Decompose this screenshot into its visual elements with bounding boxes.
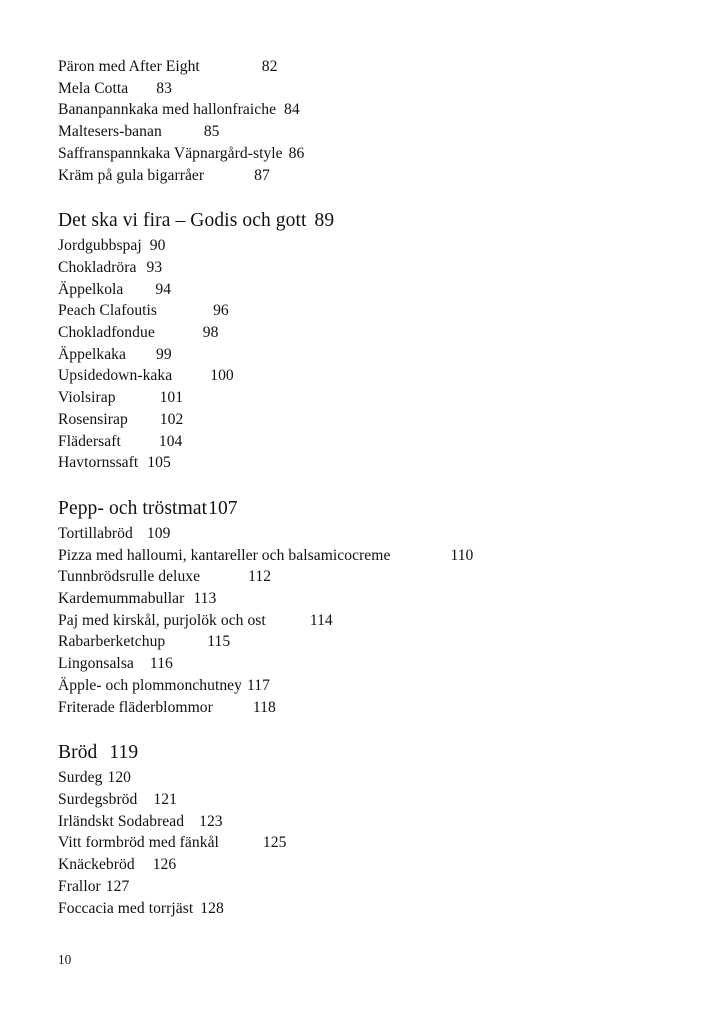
- toc-page-number: 102: [159, 410, 184, 428]
- toc-entry[interactable]: [58, 99, 681, 121]
- toc-entry[interactable]: [58, 279, 681, 301]
- toc-entry-title: Havtornssaft: [58, 454, 139, 472]
- toc-page-number: 125: [262, 834, 287, 852]
- toc-entry-title: Frallor: [58, 877, 101, 895]
- toc-entry-title: Lingonsalsa: [58, 655, 134, 673]
- toc-page-number: 86: [288, 144, 305, 162]
- toc-entry[interactable]: [58, 78, 681, 100]
- toc-page-number: 118: [252, 698, 276, 716]
- toc-entry-title: Peach Clafoutis: [58, 302, 158, 320]
- toc-section-heading[interactable]: [58, 208, 681, 234]
- toc-entry[interactable]: [58, 653, 681, 675]
- toc-entry-title: Mela Cotta: [58, 79, 129, 97]
- toc-entry-title: Tunnbrödsrulle deluxe: [58, 568, 201, 586]
- toc-page-number: 94: [155, 280, 172, 298]
- toc-entry-title: Äppelkola: [58, 280, 124, 298]
- toc-entry-title: Pizza med halloumi, kantareller och balsamicocreme: [58, 546, 391, 564]
- toc-page-number: 90: [149, 237, 166, 255]
- toc-page-number: 93: [146, 258, 163, 276]
- toc-entry[interactable]: [58, 545, 681, 567]
- toc-page-number: 101: [159, 389, 184, 407]
- toc-section: [58, 496, 681, 718]
- toc-entry[interactable]: [58, 56, 681, 78]
- toc-entry[interactable]: [58, 121, 681, 143]
- toc-entry[interactable]: [58, 387, 681, 409]
- toc-page-number: 113: [193, 590, 217, 608]
- toc-entry[interactable]: [58, 165, 681, 187]
- toc-entry-title: Friterade fläderblommor: [58, 698, 213, 716]
- toc-page-number: 109: [146, 524, 171, 542]
- toc-entry[interactable]: [58, 854, 681, 876]
- toc-page-number: 112: [248, 568, 272, 586]
- toc-entry-title: Upsidedown-kaka: [58, 367, 173, 385]
- toc-entry-title: Knäckebröd: [58, 856, 135, 874]
- toc-entry-title: Saffranspannkaka Väpnargård-style: [58, 144, 283, 162]
- toc-entry-title: Chokladröra: [58, 258, 137, 276]
- toc-entry[interactable]: [58, 832, 681, 854]
- toc-section-heading[interactable]: [58, 496, 681, 522]
- toc-entry[interactable]: [58, 675, 681, 697]
- toc-page-number: 121: [153, 790, 177, 808]
- toc-page-number: 87: [254, 166, 270, 184]
- toc-entry[interactable]: [58, 876, 681, 898]
- toc-entry[interactable]: [58, 610, 681, 632]
- toc-entry-title: Rabarberketchup: [58, 633, 166, 651]
- toc-page-number: 82: [261, 58, 278, 75]
- toc-entry-title: Rosensirap: [58, 410, 128, 428]
- toc-entry-title: Flädersaft: [58, 432, 121, 450]
- toc-entry[interactable]: [58, 523, 681, 545]
- toc-entry-title: Surdegsbröd: [58, 790, 138, 808]
- toc-entry[interactable]: [58, 143, 681, 165]
- toc-page-number: 99: [156, 345, 172, 363]
- toc-page-number: 120: [107, 769, 132, 787]
- toc-page-number: 116: [149, 655, 173, 673]
- toc-entry-title: Tortillabröd: [58, 524, 133, 542]
- toc-entry[interactable]: [58, 235, 681, 257]
- toc-section-title: Pepp- och tröstmat: [58, 497, 208, 519]
- toc-entry[interactable]: [58, 566, 681, 588]
- toc-page-number: 85: [203, 123, 220, 141]
- toc-page-number: 114: [309, 611, 333, 629]
- toc-entry[interactable]: [58, 365, 681, 387]
- toc-entry-title: Äpple- och plommonchutney: [58, 676, 243, 694]
- toc-entry[interactable]: [58, 257, 681, 279]
- toc-entry-title: Paj med kirskål, purjolök och ost: [58, 611, 266, 629]
- toc-page-number: 110: [450, 546, 474, 564]
- toc-entry-title: Vitt formbröd med fänkål: [58, 834, 219, 852]
- toc-entry-title: Kardemummabullar: [58, 590, 185, 608]
- toc-entry[interactable]: [58, 789, 681, 811]
- toc-section: [58, 208, 681, 474]
- toc-section-title: Bröd: [58, 742, 98, 764]
- toc-entry-title: Bananpannkaka med hallonfraiche: [58, 101, 277, 119]
- toc-entry[interactable]: [58, 588, 681, 610]
- toc-entry-title: Jordgubbspaj: [58, 237, 142, 255]
- toc-entry[interactable]: [58, 811, 681, 833]
- toc-entry[interactable]: [58, 322, 681, 344]
- toc-page-number: 84: [284, 101, 300, 119]
- toc-page-number: 115: [207, 633, 231, 651]
- toc-section-heading[interactable]: [58, 740, 681, 766]
- toc-page-number: 127: [105, 877, 130, 895]
- toc-page-number: 119: [109, 742, 139, 764]
- table-of-contents: [58, 56, 681, 919]
- toc-page-number: 123: [199, 812, 223, 830]
- toc-entry-title: Äppelkaka: [58, 345, 126, 363]
- toc-page-number: 128: [200, 899, 224, 917]
- toc-page-number: 98: [202, 324, 219, 342]
- toc-entry[interactable]: [58, 898, 681, 920]
- toc-entry-title: Violsirap: [58, 389, 116, 407]
- toc-page-number: 89: [314, 210, 335, 232]
- toc-entry-title: Surdeg: [58, 769, 103, 787]
- toc-entry-title: Chokladfondue: [58, 324, 155, 342]
- toc-entry[interactable]: [58, 431, 681, 453]
- toc-section: [58, 740, 681, 919]
- toc-page-number: 107: [208, 497, 238, 519]
- toc-section-title: Det ska vi fira – Godis och gott: [58, 210, 307, 232]
- toc-entry-title: Maltesers-banan: [58, 123, 162, 141]
- toc-entry-title: Päron med After Eight: [58, 58, 200, 75]
- toc-section: [58, 56, 681, 186]
- toc-page-number: 105: [147, 454, 171, 472]
- toc-page-number: 100: [210, 367, 234, 385]
- toc-entry-title: Foccacia med torrjäst: [58, 899, 194, 917]
- page-number-folio: 10: [58, 952, 72, 967]
- toc-entry-title: Kräm på gula bigarråer: [58, 166, 205, 184]
- toc-page-number: 96: [213, 302, 229, 320]
- toc-page-number: 126: [152, 856, 177, 874]
- toc-entry[interactable]: [58, 631, 681, 653]
- toc-page-number: 104: [158, 432, 183, 450]
- toc-page-number: 83: [156, 79, 172, 97]
- toc-entry[interactable]: [58, 409, 681, 431]
- toc-entry-title: Irländskt Sodabread: [58, 812, 185, 830]
- toc-entry[interactable]: [58, 767, 681, 789]
- toc-entry[interactable]: [58, 300, 681, 322]
- toc-entry[interactable]: [58, 697, 681, 719]
- toc-entry[interactable]: [58, 452, 681, 474]
- toc-page-number: 117: [247, 676, 270, 694]
- toc-entry[interactable]: [58, 344, 681, 366]
